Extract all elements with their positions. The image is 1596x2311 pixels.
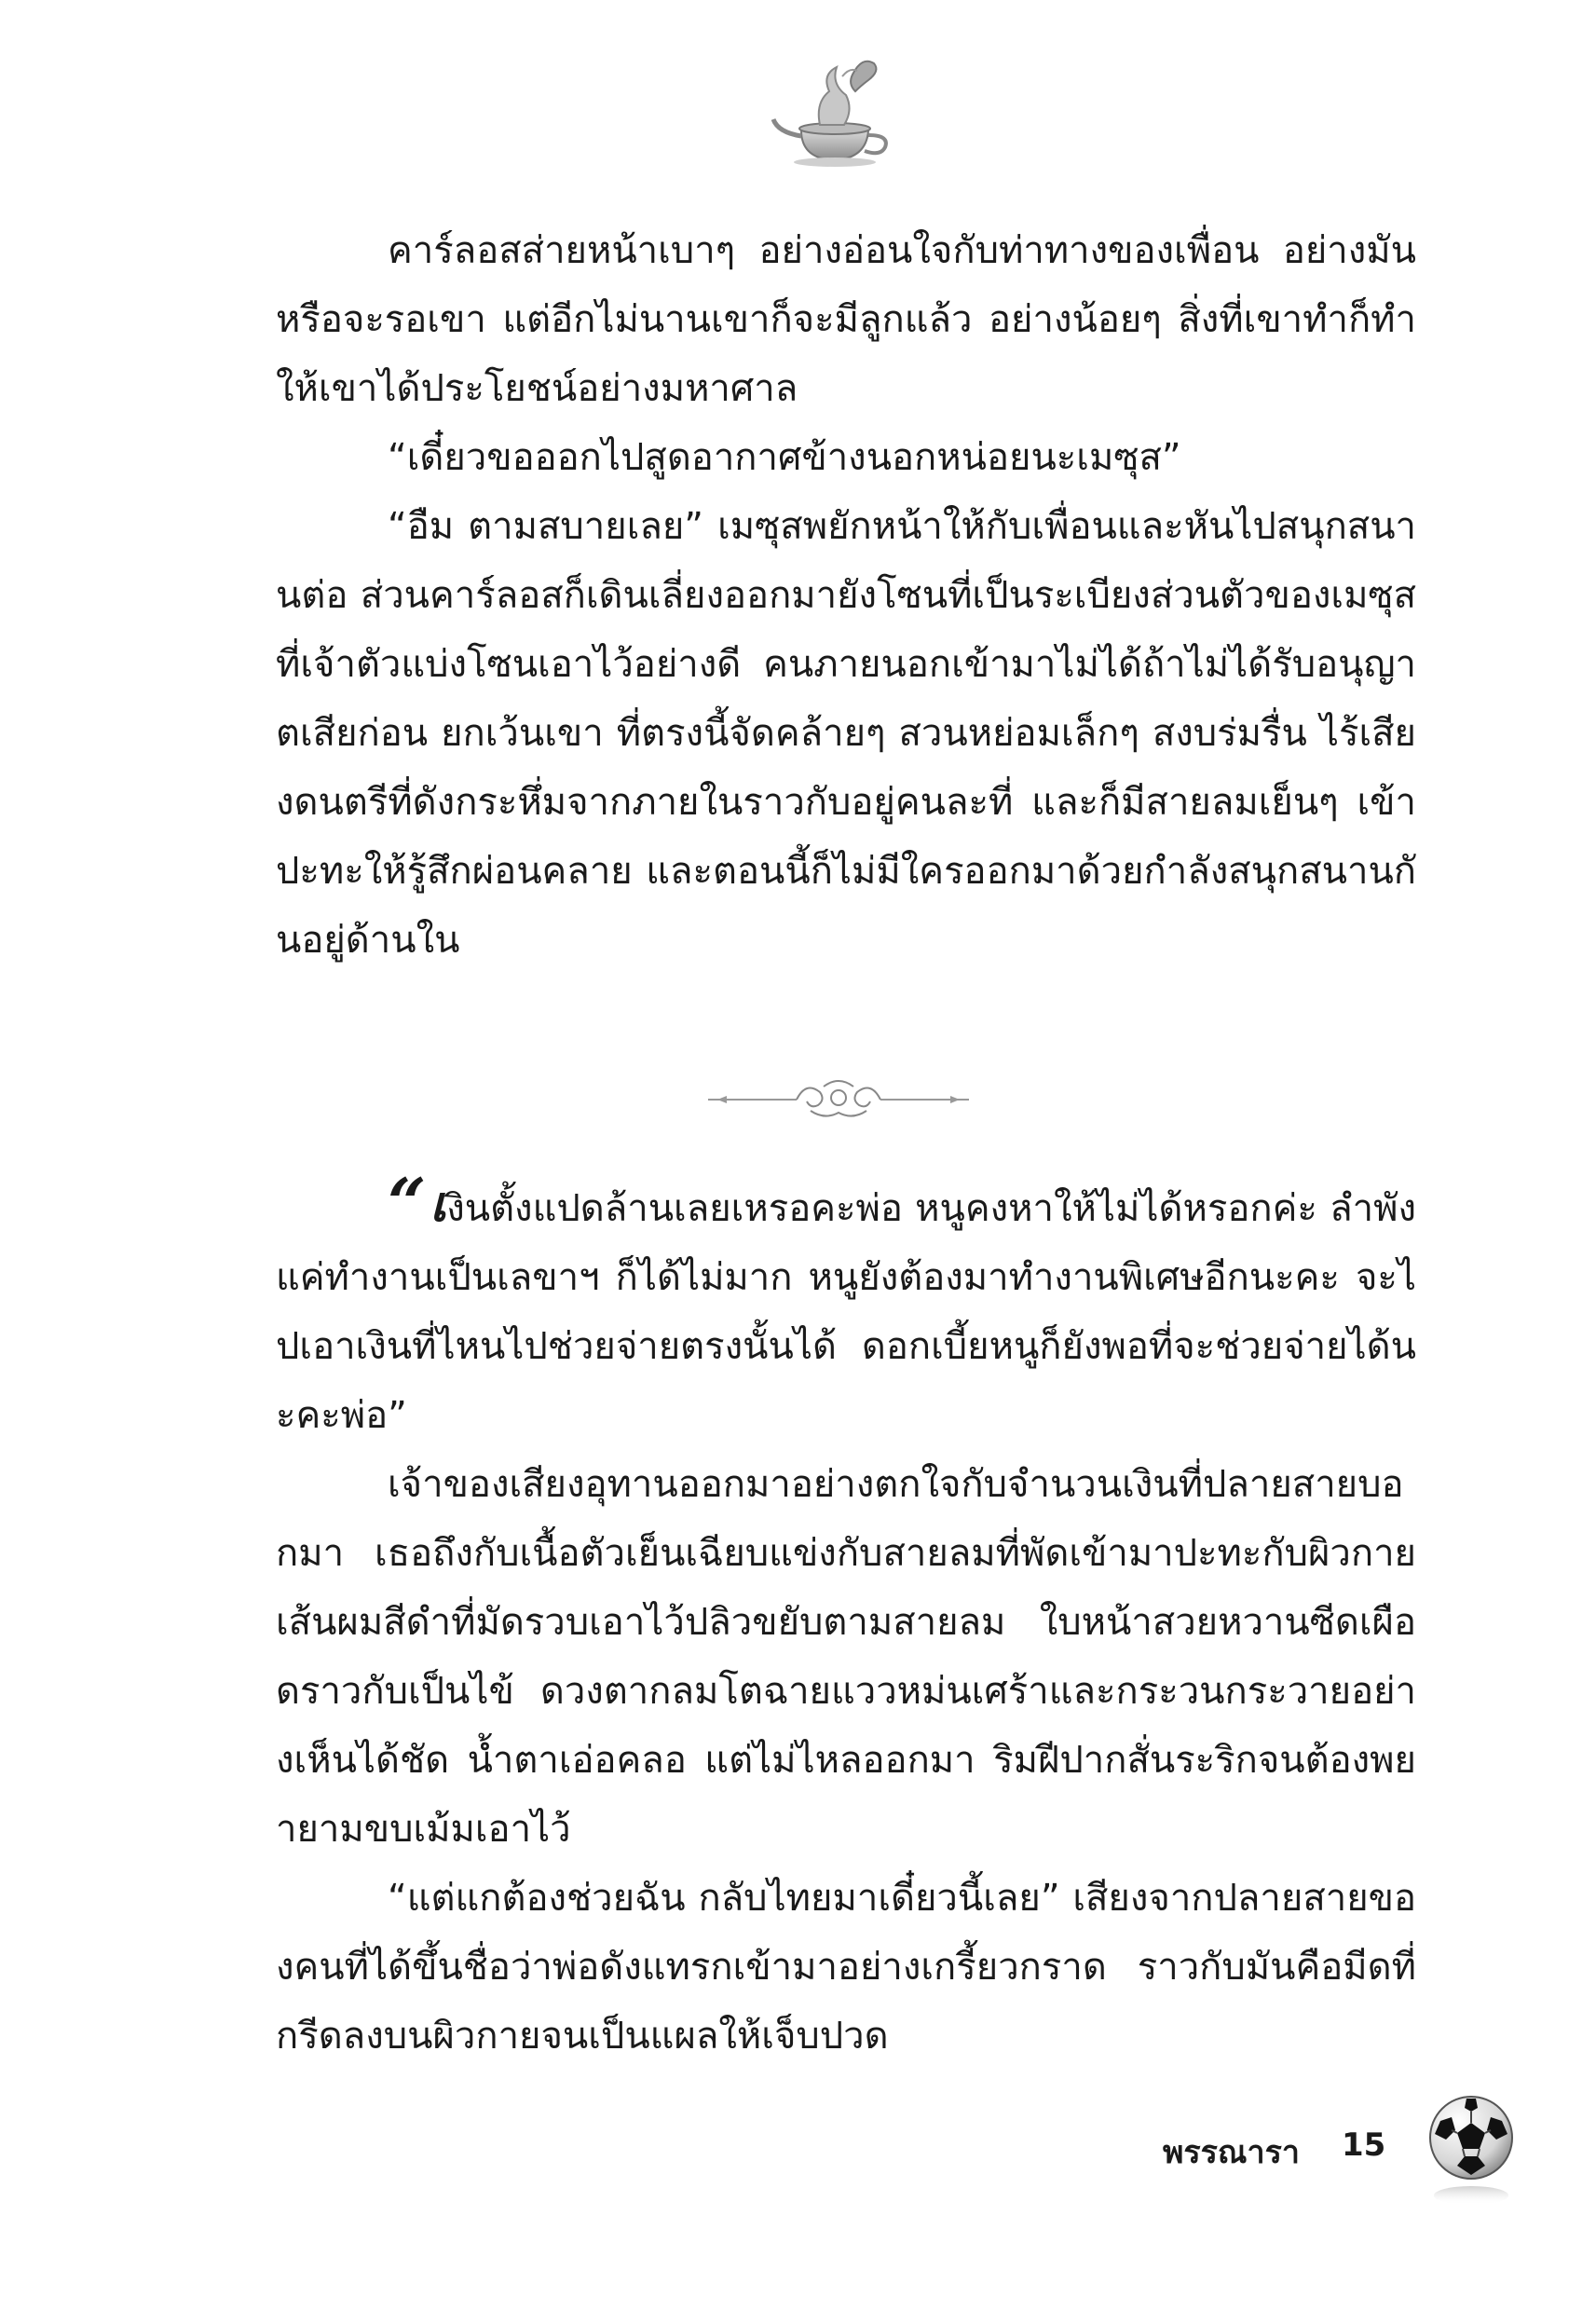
paragraph: คาร์ลอสส่ายหน้าเบาๆ อย่างอ่อนใจกับท่าทางของเพื่อน อย่างมันหรือจะรอเขา แต่อีกไม่นานเขาก็จะมีลูกแล้ว อย่างน้อยๆ สิ่งที่เขาทำก็ทำให้เขาได้ประโยชน์อย่างมหาศาล	[276, 229, 1416, 410]
soccer-ball-icon	[1420, 2091, 1522, 2212]
flourish-divider-icon	[708, 1072, 969, 1128]
paragraph: “อืม ตามสบายเลย” เมซุสพยักหน้าให้กับเพื่อนและหันไปสนุกสนานต่อ ส่วนคาร์ลอสก็เดินเลี่ยงออกมายังโซนที่เป็นระเบียงส่วนตัวของเมซุส ที่เจ้าตัวแบ่งโซนเอาไว้อย่างดี คนภายนอกเข้ามาไม่ได้ถ้าไม่ได้รับอนุญาตเสียก่อน ยกเว้นเขา ที่ตรงนี้จัดคล้ายๆ สวนหย่อมเล็กๆ สงบร่มรื่น ไร้เสียงดนตรีที่ดังกระหึ่มจากภายในราวกับอยู่คนละที่ และก็มีสายลมเย็นๆ เข้าปะทะให้รู้สึกผ่อนคลาย และตอนนี้ก็ไม่มีใครออกมาด้วยกำลังสนุกสนานกันอยู่ด้านใน	[276, 505, 1416, 962]
paragraph: เจ้าของเสียงอุทานออกมาอย่างตกใจกับจำนวนเงินที่ปลายสายบอกมา เธอถึงกับเนื้อตัวเย็นเฉียบแข่งกับสายลมที่พัดเข้ามาปะทะกับผิวกาย เส้นผมสีดำที่มัดรวบเอาไว้ปลิวขยับตามสายลม ใบหน้าสวยหวานซีดเผือดราวกับเป็นไข้ ดวงตากลมโตฉายแววหม่นเศร้าและกระวนกระวายอย่างเห็นได้ชัด น้ำตาเอ่อคลอ แต่ไม่ไหลออกมา ริมฝีปากสั่นระริกจนต้องพยายามขบเม้มเอาไว้	[276, 1463, 1416, 1851]
opening-quote-mark: “	[388, 1163, 427, 1242]
paragraph-text: งินตั้งแปดล้านเลยเหรอคะพ่อ หนูคงหาให้ไม่ได้หรอกค่ะ ลำพังแค่ทำงานเป็นเลขาฯ ก็ได้ไม่มาก หนูยังต้องมาทำงานพิเศษอีกนะคะ จะไปเอาเงินที่ไหนไปช่วยจ่ายตรงนั้นได้ ดอกเบี้ยหนูก็ยังพอที่จะช่วยจ่ายได้นะคะพ่อ”	[276, 1187, 1416, 1437]
text-block-bottom	[276, 1163, 1416, 2071]
paragraph-opening	[276, 1163, 1416, 1450]
running-footer-title: พรรณารา	[1163, 2134, 1300, 2171]
page-number: 15	[1342, 2126, 1386, 2164]
text-block-top	[276, 216, 1416, 975]
paragraph-dialogue: “แต่แกต้องช่วยฉัน กลับไทยมาเดี๋ยวนี้เลย” เสียงจากปลายสายของคนที่ได้ขึ้นชื่อว่าพ่อดังแทรกเข้ามาอย่างเกรี้ยวกราด ราวกับมันคือมีดที่กรีดลงบนผิวกายจนเป็นแผลให้เจ็บปวด	[276, 1877, 1416, 2058]
drop-cap-initial: เ	[430, 1176, 447, 1233]
teapot-ornament-icon	[764, 47, 904, 168]
paragraph-dialogue: “เดี๋ยวขอออกไปสูดอากาศข้างนอกหน่อยนะเมซุส”	[388, 436, 1181, 479]
